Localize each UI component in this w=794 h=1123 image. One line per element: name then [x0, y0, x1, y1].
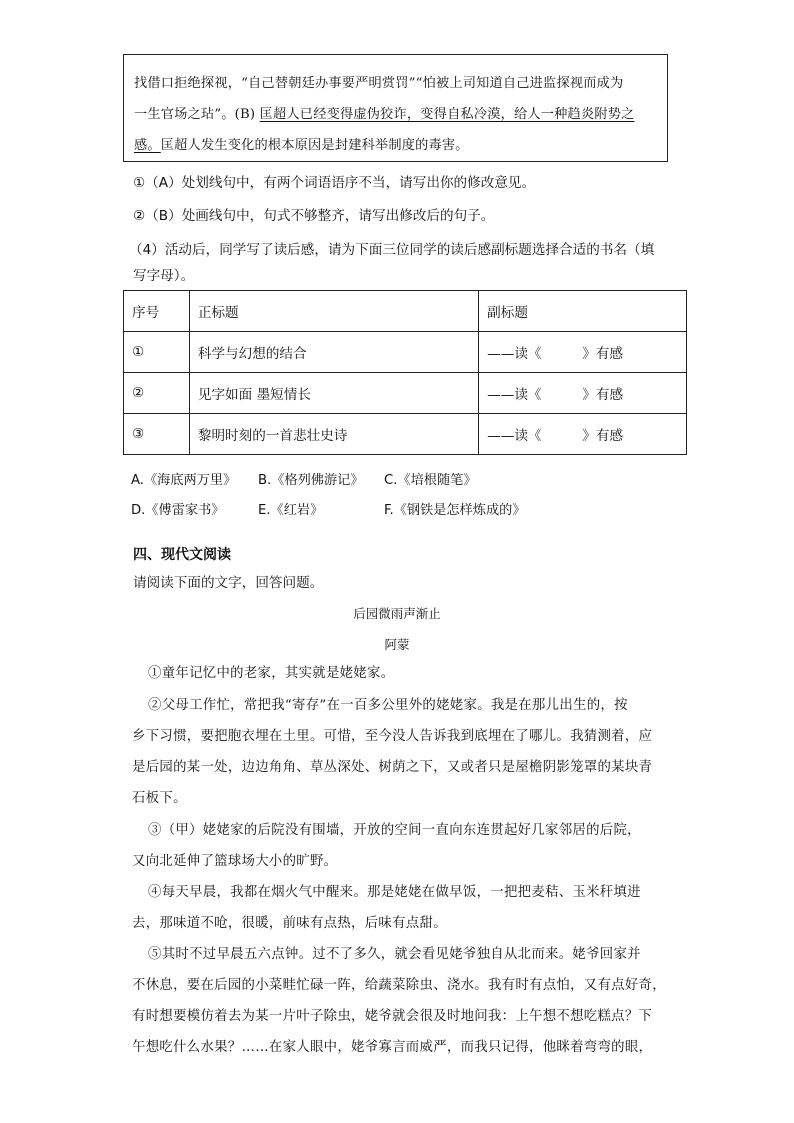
book-title-table: [123, 290, 687, 455]
paragraph-line: ②父母工作忙，常把我“寄存”在一百多公里外的姥姥家。我是在那儿出生的，按: [148, 698, 628, 713]
paragraph-line: 有时想要模仿着去为某一片叶子除虫，姥爷就会很及时地问我：上午想不想吃糕点？下: [132, 1009, 653, 1024]
table-row: [124, 373, 687, 414]
question-a: ①（A）处划线句中，有两个词语语序不当，请写出你的修改意见。: [133, 175, 536, 191]
paragraph-line: ③（甲）姥姥家的后院没有围墙，开放的空间一直向东连贯起好几家邻居的后院，: [148, 823, 641, 838]
option-d: D.《傅雷家书》: [131, 503, 225, 518]
article-author: 阿蒙: [384, 637, 410, 652]
paragraph-line: 又向北延伸了篮球场大小的旷野。: [132, 854, 338, 869]
row-main-title: 见字如面 墨短情长: [189, 373, 478, 414]
paragraph-line: 乡下习惯，要把胞衣埋在土里。可惜，至今没人告诉我到底埋在了哪儿。我猜测着，应: [132, 729, 653, 744]
option-f: F.《钢铁是怎样炼成的》: [384, 503, 526, 518]
article-title: 后园微雨声渐止: [353, 606, 441, 621]
passage-line-2-text: 一生官场之玷”。(B): [134, 107, 260, 122]
row-number: ②: [124, 373, 190, 414]
paragraph-1: [148, 658, 660, 689]
question-4-line-2: 写字母）。: [133, 268, 195, 284]
option-e: E.《红岩》: [258, 503, 324, 518]
header-number: 序号: [124, 291, 190, 332]
paragraph-line: 去，那味道不呛，很暖，前味有点热，后味有点甜。: [132, 916, 447, 931]
paragraph-line: 不休息，要在后园的小菜畦忙碌一阵，给蔬菜除虫、浇水。我有时有点怕，又有点好奇，: [132, 978, 666, 993]
option-c: C.《培根随笔》: [384, 473, 477, 488]
underlined-sentence-b: 匡超人已经变得虚伪狡诈，变得自私冷漠，给人一种趋炎附势之: [259, 107, 635, 122]
row-subtitle-text: ——读《 》有感: [487, 428, 624, 444]
row-subtitle-text: ——读《 》有感: [487, 346, 624, 362]
paragraph-5: [132, 939, 666, 1063]
row-subtitle-blank[interactable]: [479, 373, 687, 414]
question-4-line-1: （4）活动后，同学写了读后感，请为下面三位同学的读后感副标题选择合适的书名（填: [129, 242, 655, 258]
table-row: [124, 332, 687, 373]
row-subtitle-text: ——读《 》有感: [487, 387, 624, 403]
table-header-row: [124, 291, 687, 332]
row-subtitle-blank[interactable]: [479, 332, 687, 373]
row-subtitle-blank[interactable]: [479, 414, 687, 455]
paragraph-line: ④每天早晨，我都在烟火气中醒来。那是姥姥在做早饭，一把把麦秸、玉米秆填进: [148, 885, 641, 900]
paragraph-4: [132, 877, 660, 939]
quoted-passage-box: [123, 54, 668, 162]
paragraph-3: [132, 815, 660, 877]
underlined-sentence-b-end: 感。: [134, 138, 161, 153]
paragraph-line: 是后园的某一处，边边角角、草丛深处、树荫之下，又或者只是屋檐阴影笼罩的某块青: [132, 760, 653, 775]
paragraph-line: 石板下。: [132, 791, 187, 806]
passage-line-2: [134, 99, 657, 130]
option-a: A.《海底两万里》: [131, 473, 237, 488]
paragraph-line: 午想吃什么水果？……在家人眼中，姥爷寡言而威严，而我只记得，他眯着弯弯的眼，: [132, 1040, 653, 1055]
row-number: ③: [124, 414, 190, 455]
section-title: 四、现代文阅读: [133, 547, 231, 563]
question-b: ②（B）处画线句中，句式不够整齐，请写出修改后的句子。: [133, 208, 495, 224]
passage-line-1: 找借口拒绝探视，“自己替朝廷办事要严明赏罚”“怕被上司知道自己进监探视而成为: [134, 76, 624, 91]
passage-line-3: [134, 130, 657, 161]
row-main-title: 科学与幻想的结合: [189, 332, 478, 373]
row-main-title: 黎明时刻的一首悲壮史诗: [189, 414, 478, 455]
option-b: B.《格列佛游记》: [258, 473, 364, 488]
row-number: ①: [124, 332, 190, 373]
header-main-title: 正标题: [189, 291, 478, 332]
paragraph-line: ⑤其时不过早晨五六点钟。过不了多久，就会看见姥爷独自从北而来。姥爷回家并: [148, 947, 641, 962]
section-instruction: 请阅读下面的文字，回答问题。: [133, 575, 324, 591]
table-row: [124, 414, 687, 455]
passage-line-3-text: 匡超人发生变化的根本原因是封建科举制度的毒害。: [160, 138, 469, 153]
paragraph-2: [132, 690, 660, 814]
paragraph-line: ①童年记忆中的老家，其实就是姥姥家。: [148, 666, 395, 681]
header-subtitle: 副标题: [479, 291, 687, 332]
